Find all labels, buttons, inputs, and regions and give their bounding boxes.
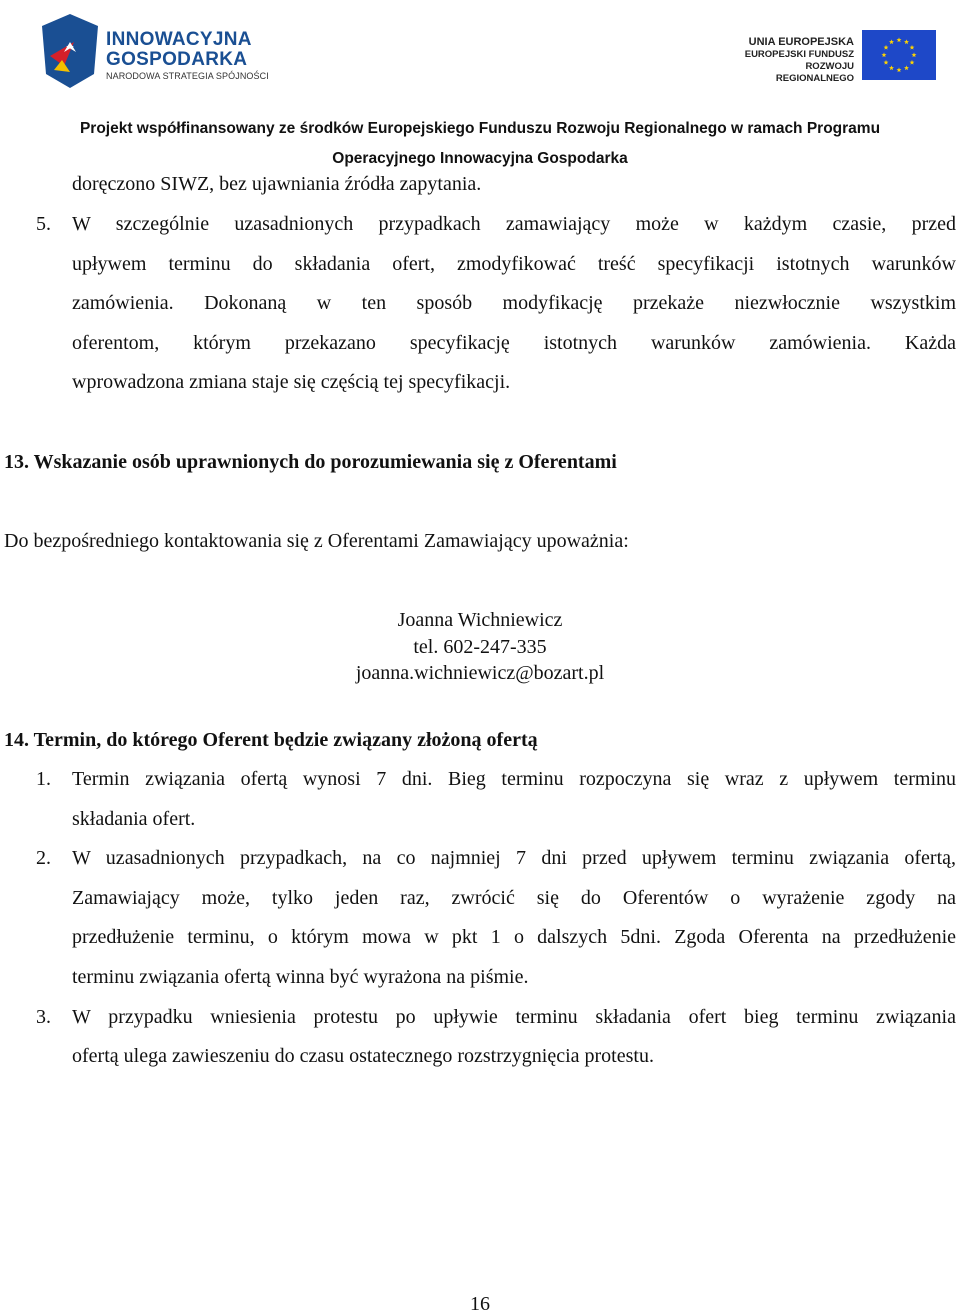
contact-phone: tel. 602-247-335 xyxy=(413,636,547,658)
item-14-2-line-2: Zamawiający może, tylko jeden raz, zwrócić się do Oferentów o wyrażenie zgody na xyxy=(72,887,956,909)
section-13-intro: Do bezpośredniego kontaktowania się z Oferentami Zamawiający upoważnia: xyxy=(4,530,629,552)
item-5-number: 5. xyxy=(36,213,51,235)
eu-line-3: ROZWOJU REGIONALNEGO xyxy=(775,61,854,84)
item-14-3-line-1: W przypadku wniesienia protestu po upływie terminu składania ofert bieg terminu związania xyxy=(72,1006,956,1028)
item-14-2-line-1: W uzasadnionych przypadkach, na co najmniej 7 dni przed upływem terminu związania ofertą, xyxy=(72,847,956,869)
item-14-1-number: 1. xyxy=(36,768,51,790)
eu-line-2: EUROPEJSKI FUNDUSZ xyxy=(744,49,854,60)
eu-text xyxy=(728,36,854,85)
contact-email: joanna.wichniewicz@bozart.pl xyxy=(355,662,605,684)
eu-line-1: UNIA EUROPEJSKA xyxy=(748,36,854,48)
logo-emblem-icon xyxy=(40,12,100,90)
item-5-line-2: upływem terminu do składania ofert, zmodyfikować treść specyfikacji istotnych warunków xyxy=(72,253,956,275)
item-5-line-5: wprowadzona zmiana staje się częścią tej specyfikacji. xyxy=(72,371,511,393)
contact-name: Joanna Wichniewicz xyxy=(397,609,563,631)
item-14-2-number: 2. xyxy=(36,847,51,869)
item-5-line-4: oferentom, którym przekazano specyfikację istotnych warunków zamówienia. Każda xyxy=(72,332,956,354)
logo-line-1: INNOWACYJNA xyxy=(106,29,252,50)
project-line-1: Projekt współfinansowany ze środków Europejskiego Funduszu Rozwoju Regionalnego w ramach Programu xyxy=(79,120,881,137)
item-14-3-line-2: ofertą ulega zawieszeniu do czasu ostatecznego rozstrzygnięcia protestu. xyxy=(72,1045,654,1067)
item-5-line-1: W szczególnie uzasadnionych przypadkach zamawiający może w każdym czasie, przed xyxy=(72,213,956,235)
page-number: 16 xyxy=(470,1293,490,1315)
logo-left-text xyxy=(106,30,269,82)
item-14-2-line-4: terminu związania ofertą winna być wyrażona na piśmie. xyxy=(72,966,529,988)
item-14-1-line-2: składania ofert. xyxy=(72,808,196,830)
project-line-2: Operacyjnego Innowacyjna Gospodarka xyxy=(332,150,628,167)
section-13-heading: 13. Wskazanie osób uprawnionych do porozumiewania się z Oferentami xyxy=(4,451,617,473)
section-14-heading: 14. Termin, do którego Oferent będzie związany złożoną ofertą xyxy=(4,729,538,751)
logo-line-2: GOSPODARKA xyxy=(106,49,248,70)
logo-line-3: NARODOWA STRATEGIA SPÓJNOŚCI xyxy=(106,71,269,81)
item-14-1-line-1: Termin związania ofertą wynosi 7 dni. Bieg terminu rozpoczyna się wraz z upływem terminu xyxy=(72,768,956,790)
continuation-text: doręczono SIWZ, bez ujawniania źródła zapytania. xyxy=(72,173,482,195)
innowacyjna-gospodarka-logo xyxy=(40,12,280,90)
eu-logo xyxy=(728,30,938,82)
item-5-line-3: zamówienia. Dokonaną w ten sposób modyfikację przekaże niezwłocznie wszystkim xyxy=(72,292,956,314)
item-14-2-line-3: przedłużenie terminu, o którym mowa w pkt 1 o dalszych 5dni. Zgoda Oferenta na przedłużenie xyxy=(72,926,956,948)
item-14-3-number: 3. xyxy=(36,1006,51,1028)
eu-flag-icon xyxy=(862,30,936,80)
